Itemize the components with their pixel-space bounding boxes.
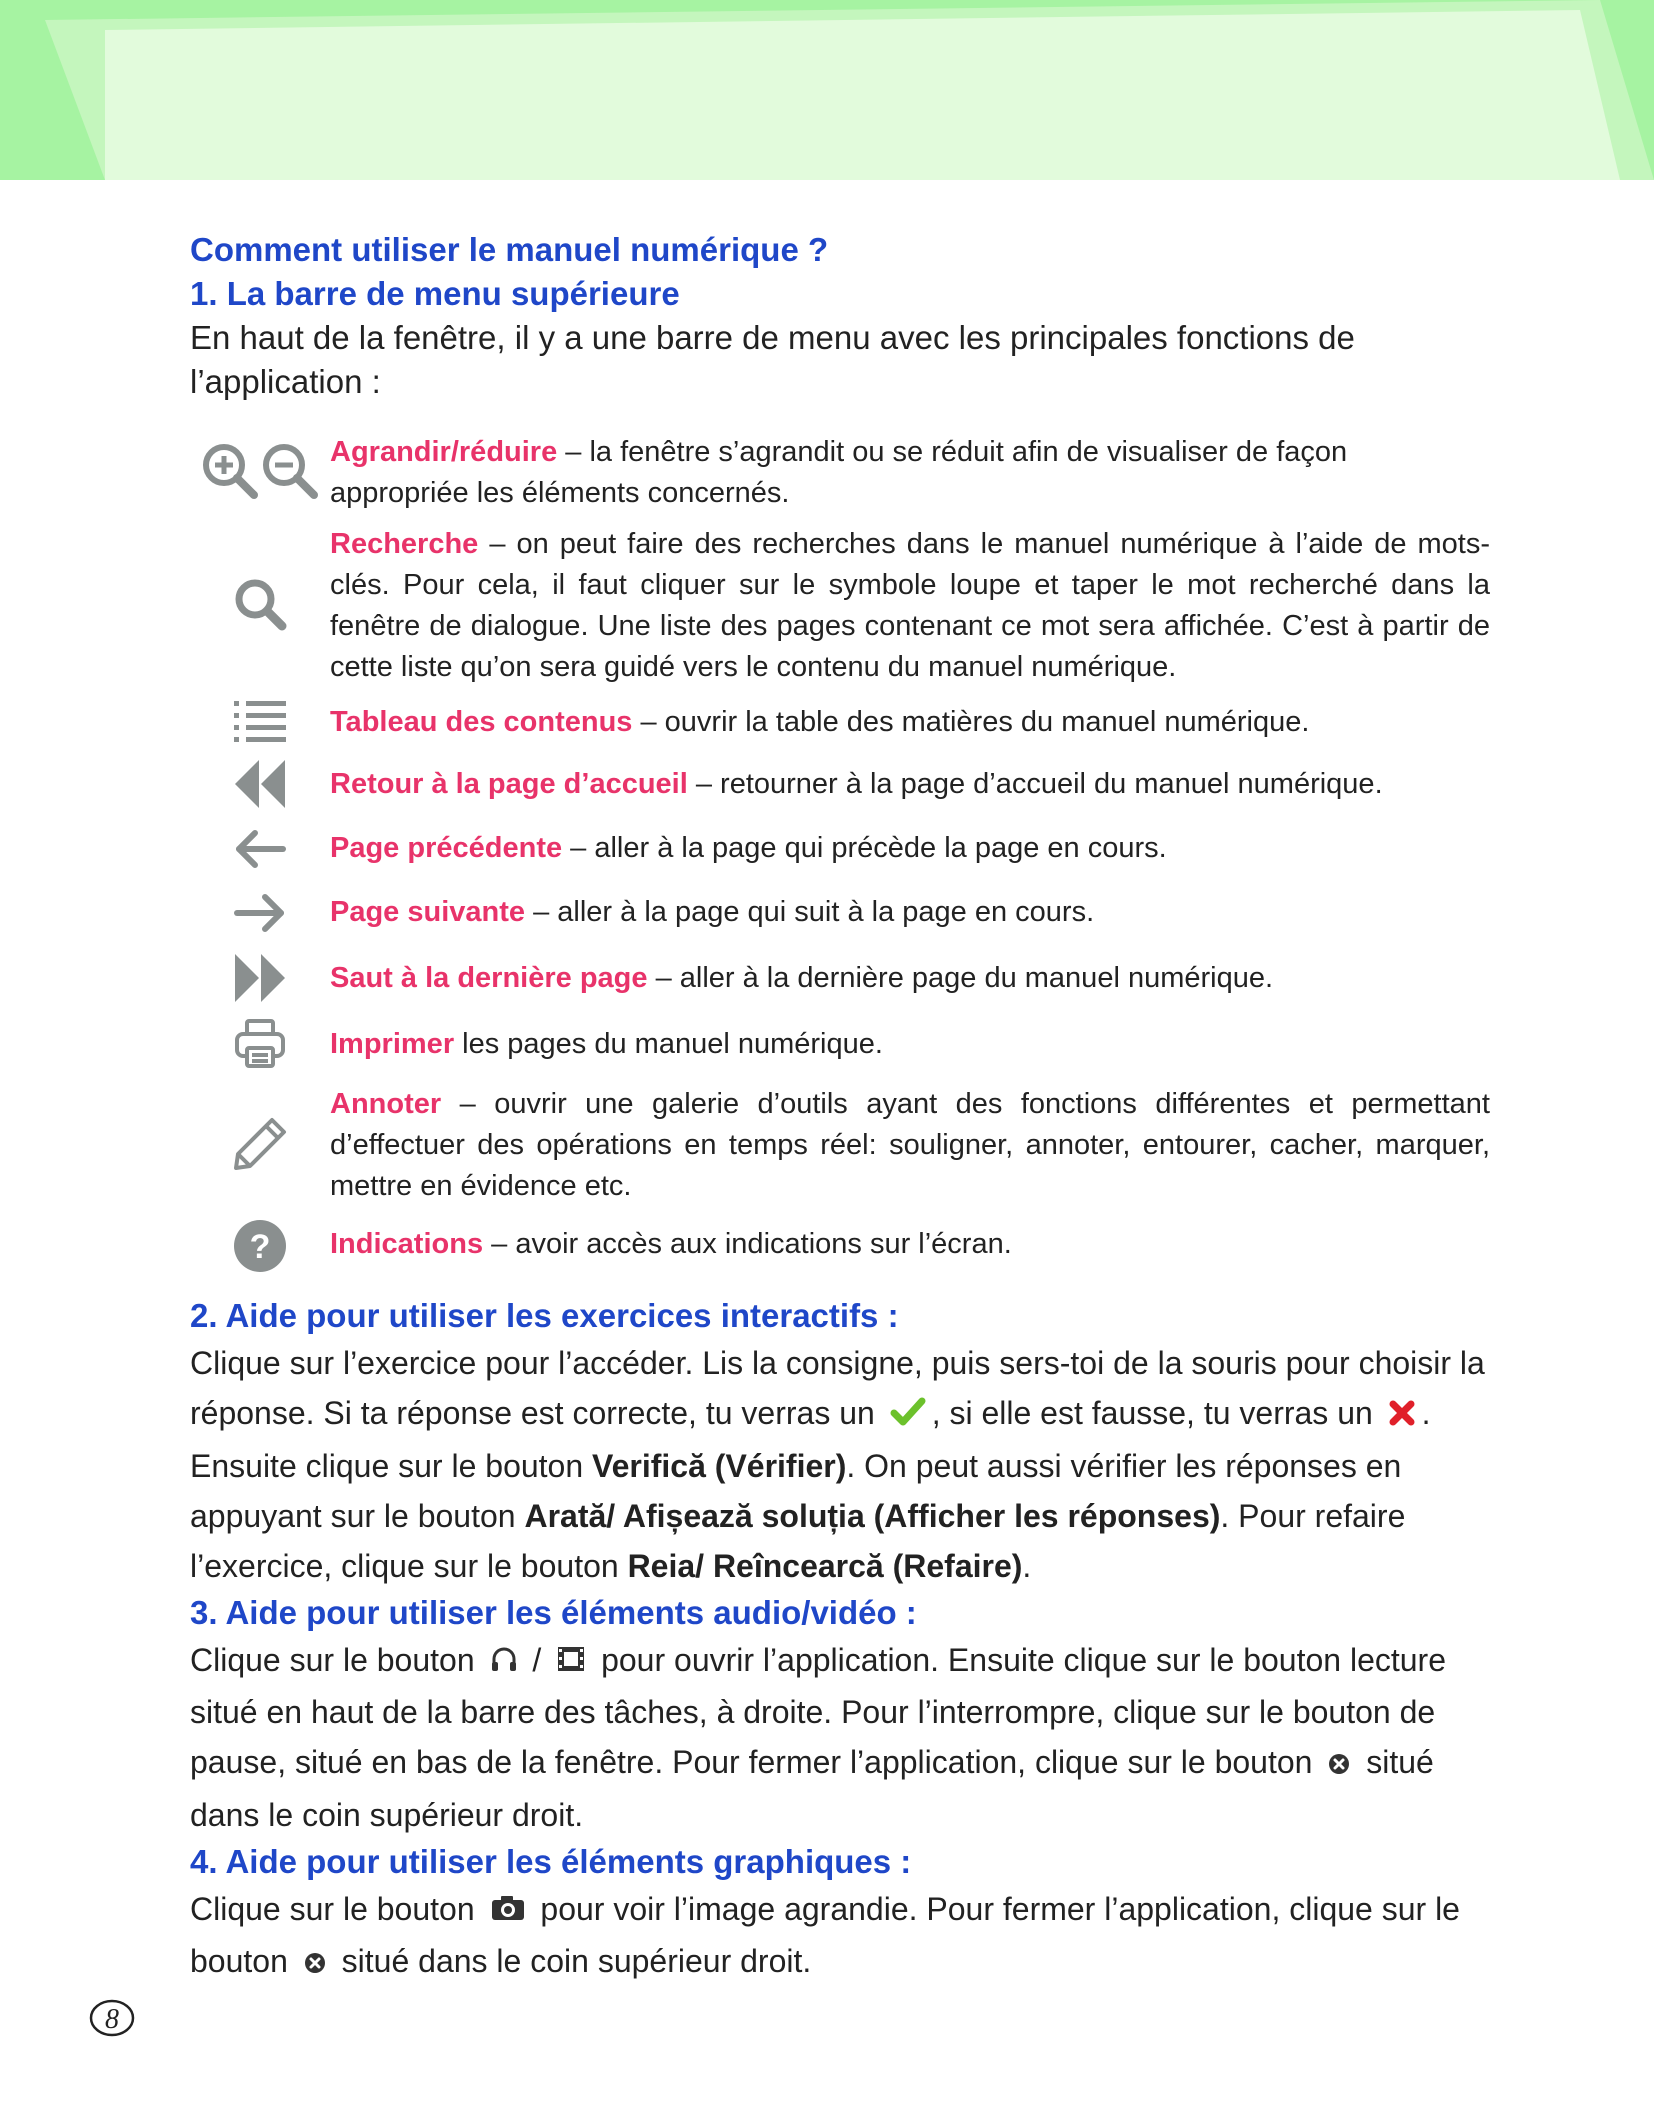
section3-heading: 3. Aide pour utiliser les éléments audio/vidéo :	[190, 1593, 917, 1631]
menu-items-list	[190, 432, 1490, 1278]
headphones-icon[interactable]	[490, 1637, 518, 1687]
text-span: pour voir l’image agrandie. Pour fermer l’application, clique sur le bouton	[190, 1890, 1460, 1980]
pencil-icon[interactable]	[232, 1116, 288, 1177]
list-item	[190, 1084, 1490, 1208]
text-span: /	[523, 1641, 551, 1678]
text-span: .	[1022, 1547, 1032, 1584]
main-content	[190, 228, 1490, 1989]
section3-body	[190, 1635, 1490, 1840]
arrow-right-icon[interactable]	[233, 893, 287, 938]
search-icon[interactable]	[232, 576, 288, 637]
zoom-in-icon[interactable]	[200, 441, 260, 506]
text-span: . Ensuite clique sur le bouton	[190, 1395, 1431, 1484]
item-term: Page précédente	[330, 832, 563, 864]
item-term: Indications	[330, 1228, 484, 1260]
page-number-text: 8	[105, 2004, 119, 2035]
close-icon[interactable]	[303, 1939, 327, 1989]
check-icon	[890, 1391, 926, 1441]
page-number	[88, 1998, 136, 2038]
list-item	[190, 432, 1490, 514]
text-span: situé dans le coin supérieur droit.	[332, 1943, 812, 1980]
text-span: Clique sur le bouton	[190, 1890, 484, 1927]
item-term: Imprimer	[330, 1028, 455, 1060]
item-desc: – aller à la dernière page du manuel numérique.	[647, 962, 1274, 994]
list-item	[190, 824, 1490, 878]
item-term: Recherche	[330, 528, 479, 560]
svg-text:?: ?	[249, 1227, 271, 1266]
section2-body	[190, 1338, 1490, 1591]
item-term: Annoter	[330, 1088, 442, 1120]
zoom-out-icon[interactable]	[260, 441, 320, 506]
text-span: Clique sur l’exercice pour l’accéder. Lis la consigne, puis sers-toi de la souris pour choisir la réponse. Si ta réponse est correcte, tu verras un	[190, 1345, 1485, 1431]
list-item	[190, 524, 1490, 688]
item-desc: – aller à la page qui suit à la page en cours.	[525, 896, 1095, 928]
list-item	[190, 698, 1490, 748]
page-title: Comment utiliser le manuel numérique ?	[190, 231, 829, 268]
printer-icon[interactable]	[233, 1018, 287, 1075]
list-item	[190, 888, 1490, 942]
arrow-left-icon[interactable]	[233, 829, 287, 874]
item-desc: – aller à la page qui précède la page en cours.	[562, 832, 1167, 864]
item-desc: – ouvrir la table des matières du manuel numérique.	[632, 706, 1310, 738]
item-desc: – avoir accès aux indications sur l’écran.	[483, 1228, 1012, 1260]
section2-heading: 2. Aide pour utiliser les exercices interactifs :	[190, 1297, 899, 1334]
section1-heading: 1. La barre de menu supérieure	[190, 275, 680, 312]
text-span: Clique sur le bouton	[190, 1641, 484, 1678]
text-span: , si elle est fausse, tu verras un	[931, 1395, 1382, 1431]
item-term: Saut à la dernière page	[330, 962, 648, 994]
verify-button-label: Verifică (Vérifier)	[592, 1447, 847, 1484]
item-desc: – on peut faire des recherches dans le manuel numérique à l’aide de mots-clés. Pour cela, il faut cliquer sur le symbole loupe et taper le mot recherché dans la fenêtre de dialogue. Une liste des pages contenant ce mot sera affichée. C’est à partir de cette liste qu’on sera guidé vers le contenu du manuel numérique.	[330, 528, 1490, 683]
section4-heading: 4. Aide pour utiliser les éléments graphiques :	[190, 1842, 912, 1880]
list-icon[interactable]	[232, 699, 288, 748]
list-item	[190, 952, 1490, 1008]
help-icon[interactable]	[233, 1219, 287, 1278]
show-answers-button-label: Arată/ Afișează soluția (Afficher les réponses)	[524, 1497, 1221, 1534]
redo-button-label: Reia/ Reîncearcă (Refaire)	[627, 1547, 1023, 1584]
camera-icon[interactable]	[490, 1886, 526, 1936]
text-span: pour ouvrir l’application. Ensuite clique sur le bouton lecture situé en haut de la barre des tâches, à droite. Pour l’interrompre, clique sur le bouton de pause, situé en bas de la fenêtre. Pour fermer l’application, clique sur le bouton	[190, 1641, 1446, 1781]
list-item	[190, 1018, 1490, 1074]
cross-icon	[1388, 1391, 1416, 1441]
item-desc: les pages du manuel numérique.	[454, 1028, 883, 1060]
item-desc: – la fenêtre s’agrandit ou se réduit afin de visualiser de façon appropriée les éléments concernés.	[330, 436, 1348, 509]
text-span: . On peut aussi vérifier les réponses en appuyant sur le bouton	[190, 1447, 1402, 1534]
text-span: . Pour refaire l’exercice, clique sur le bouton	[190, 1497, 1406, 1584]
film-icon[interactable]	[556, 1637, 586, 1687]
close-icon[interactable]	[1327, 1740, 1351, 1790]
item-desc: – ouvrir une galerie d’outils ayant des fonctions différentes et permettant d’effectuer des opérations en temps réel: souligner, annoter, entourer, cacher, marquer, mettre en évidence etc.	[330, 1088, 1490, 1202]
banner-shapes	[0, 0, 1654, 180]
item-desc: – retourner à la page d’accueil du manuel numérique.	[687, 768, 1383, 800]
item-term: Retour à la page d’accueil	[330, 768, 688, 800]
list-item	[190, 758, 1490, 814]
rewind-icon[interactable]	[233, 758, 287, 815]
text-span: situé dans le coin supérieur droit.	[190, 1744, 1434, 1833]
item-term: Tableau des contenus	[330, 706, 633, 738]
header-banner	[0, 0, 1654, 180]
item-term: Agrandir/réduire	[330, 436, 558, 468]
item-term: Page suivante	[330, 896, 526, 928]
fast-forward-icon[interactable]	[233, 952, 287, 1009]
list-item	[190, 1218, 1490, 1278]
section4-body	[190, 1884, 1490, 1989]
section1-intro: En haut de la fenêtre, il y a une barre de menu avec les principales fonctions de l’application :	[190, 319, 1355, 400]
